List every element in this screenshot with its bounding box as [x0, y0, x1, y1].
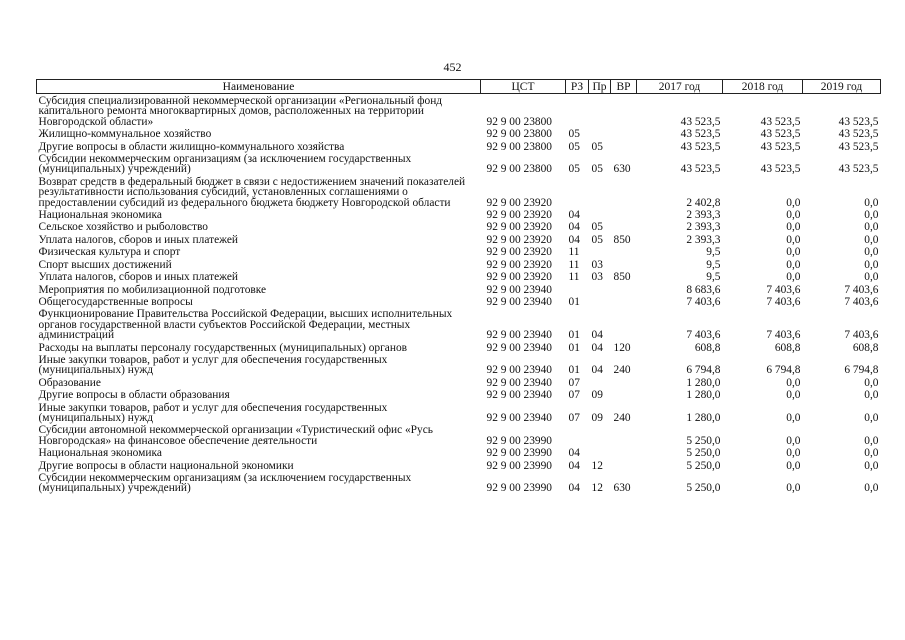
row-name: Сельское хозяйство и рыболовство [38, 221, 208, 234]
row-2018: 0,0 [786, 376, 801, 389]
row-2018: 0,0 [786, 258, 801, 271]
row-rz: 05 [568, 163, 580, 176]
row-pr: 04 [591, 364, 603, 377]
row-name: Субсидия специализированной некоммерческой организации «Региональный фонд капитального ремонта многоквартирных домов, расположенных на территории Новгородской области» [38, 95, 443, 128]
row-rz: 04 [568, 221, 580, 234]
row-2018: 0,0 [786, 411, 801, 424]
row-2017: 43 523,5 [680, 115, 721, 128]
row-rz: 01 [568, 364, 580, 377]
row-2018: 7 403,6 [766, 283, 801, 296]
row-rz: 07 [568, 389, 580, 402]
row-cst: 92 9 00 23920 [486, 246, 552, 259]
table-row [37, 401, 881, 424]
table-row [37, 220, 881, 232]
row-pr [589, 376, 611, 388]
row-name: Жилищно-коммунальное хозяйство [38, 128, 212, 141]
row-cst: 92 9 00 23940 [486, 341, 552, 354]
row-2019: 0,0 [864, 434, 879, 447]
table-row [37, 423, 881, 446]
row-2018: 0,0 [786, 389, 801, 402]
row-2019: 7 403,6 [844, 329, 879, 342]
table-row [37, 471, 881, 494]
row-2019: 0,0 [864, 258, 879, 271]
row-vr: 850 [613, 271, 631, 284]
row-2018: 608,8 [774, 341, 801, 354]
table-row [37, 94, 881, 128]
row-2019: 0,0 [864, 389, 879, 402]
row-2017: 9,5 [706, 258, 721, 271]
header-cst: ЦСТ [481, 80, 566, 94]
header-2018: 2018 год [723, 80, 803, 94]
row-pr: 05 [591, 163, 603, 176]
table-row [37, 283, 881, 295]
row-vr [611, 307, 637, 340]
row-pr: 04 [591, 341, 603, 354]
row-vr [611, 423, 637, 446]
row-rz: 04 [568, 459, 580, 472]
row-rz: 01 [568, 329, 580, 342]
row-2017: 5 250,0 [686, 447, 721, 460]
table-body [37, 94, 881, 494]
row-name: Уплата налогов, сборов и иных платежей [38, 271, 238, 284]
row-vr [611, 245, 637, 257]
row-name: Субсидии автономной некоммерческой организации «Туристический офис «Русь Новгородская» на финансовое обеспечение деятельности [38, 424, 433, 447]
row-cst: 92 9 00 23940 [486, 295, 552, 308]
row-vr [611, 208, 637, 220]
row-cst: 92 9 00 23940 [486, 364, 552, 377]
row-name: Национальная экономика [38, 447, 162, 460]
row-pr [589, 94, 611, 128]
row-name: Национальная экономика [38, 209, 162, 222]
row-rz: 11 [568, 258, 580, 271]
row-2018: 0,0 [786, 246, 801, 259]
row-2018: 43 523,5 [760, 115, 801, 128]
table-header-row [37, 80, 881, 94]
row-2017: 1 280,0 [686, 376, 721, 389]
row-vr [611, 220, 637, 232]
row-vr [611, 295, 637, 307]
table-row [37, 459, 881, 471]
table-row [37, 258, 881, 270]
row-pr [589, 446, 611, 458]
row-rz: 07 [568, 376, 580, 389]
table-row [37, 376, 881, 388]
row-pr: 09 [591, 411, 603, 424]
row-cst: 92 9 00 23800 [486, 128, 552, 141]
row-2019: 0,0 [864, 233, 879, 246]
row-2018: 43 523,5 [760, 140, 801, 153]
row-rz: 05 [568, 140, 580, 153]
row-rz: 04 [568, 447, 580, 460]
row-vr: 630 [613, 482, 631, 495]
row-rz [566, 175, 589, 208]
row-2019: 0,0 [864, 376, 879, 389]
row-2019: 0,0 [864, 459, 879, 472]
row-cst: 92 9 00 23940 [486, 389, 552, 402]
row-2019: 608,8 [852, 341, 879, 354]
table-row [37, 341, 881, 353]
row-2018: 0,0 [786, 233, 801, 246]
row-pr: 12 [591, 459, 603, 472]
row-2018: 0,0 [786, 459, 801, 472]
row-2017: 2 393,3 [686, 221, 721, 234]
row-vr [611, 94, 637, 128]
table-row [37, 295, 881, 307]
row-rz [566, 283, 589, 295]
row-cst: 92 9 00 23920 [486, 209, 552, 222]
row-2018: 7 403,6 [766, 295, 801, 308]
header-2019: 2019 год [803, 80, 881, 94]
row-name: Общегосударственные вопросы [38, 295, 193, 308]
row-pr: 05 [591, 221, 603, 234]
row-2019: 0,0 [864, 482, 879, 495]
row-pr [589, 127, 611, 139]
row-2019: 7 403,6 [844, 295, 879, 308]
row-rz: 04 [568, 209, 580, 222]
row-vr [611, 283, 637, 295]
row-2018: 0,0 [786, 447, 801, 460]
row-vr [611, 140, 637, 152]
row-pr [589, 245, 611, 257]
table-row [37, 152, 881, 175]
row-name: Мероприятия по мобилизационной подготовке [38, 283, 267, 296]
row-name: Расходы на выплаты персоналу государственных (муниципальных) органов [38, 341, 408, 354]
row-2019: 43 523,5 [838, 128, 879, 141]
row-cst: 92 9 00 23940 [486, 283, 552, 296]
row-2018: 43 523,5 [760, 128, 801, 141]
row-2017: 43 523,5 [680, 128, 721, 141]
row-2019: 0,0 [864, 411, 879, 424]
row-rz: 04 [568, 482, 580, 495]
row-cst: 92 9 00 23940 [486, 376, 552, 389]
row-2018: 0,0 [786, 196, 801, 209]
row-pr: 04 [591, 329, 603, 342]
row-2017: 2 402,8 [686, 196, 721, 209]
row-2017: 5 250,0 [686, 459, 721, 472]
row-vr [611, 446, 637, 458]
row-2017: 1 280,0 [686, 389, 721, 402]
row-pr [589, 295, 611, 307]
row-2018: 0,0 [786, 221, 801, 234]
row-cst: 92 9 00 23920 [486, 233, 552, 246]
row-vr: 240 [613, 411, 631, 424]
table-row [37, 208, 881, 220]
row-cst: 92 9 00 23920 [486, 258, 552, 271]
row-vr [611, 388, 637, 400]
row-2018: 0,0 [786, 271, 801, 284]
row-pr: 05 [591, 233, 603, 246]
row-name: Другие вопросы в области образования [38, 389, 230, 402]
table-row [37, 175, 881, 208]
table-row [37, 307, 881, 340]
header-pr: Пр [589, 80, 611, 94]
row-rz [566, 94, 589, 128]
table-row [37, 388, 881, 400]
row-2017: 5 250,0 [686, 434, 721, 447]
row-2017: 1 280,0 [686, 411, 721, 424]
row-2018: 7 403,6 [766, 329, 801, 342]
row-vr: 850 [613, 233, 631, 246]
row-name: Субсидии некоммерческим организациям (за исключением государственных (муниципальных) учреждений) [38, 153, 412, 176]
row-pr [589, 175, 611, 208]
row-cst: 92 9 00 23800 [486, 115, 552, 128]
header-vr: ВР [611, 80, 637, 94]
row-vr: 630 [613, 163, 631, 176]
row-rz [566, 423, 589, 446]
row-vr [611, 258, 637, 270]
row-2019: 0,0 [864, 221, 879, 234]
row-2019: 7 403,6 [844, 283, 879, 296]
row-name: Другие вопросы в области национальной экономики [38, 459, 294, 472]
row-rz: 11 [568, 246, 580, 259]
row-2018: 0,0 [786, 482, 801, 495]
row-vr [611, 459, 637, 471]
row-2019: 0,0 [864, 271, 879, 284]
row-2019: 0,0 [864, 196, 879, 209]
table-row [37, 270, 881, 282]
row-2018: 0,0 [786, 434, 801, 447]
table-row [37, 353, 881, 376]
row-cst: 92 9 00 23800 [486, 140, 552, 153]
row-name: Иные закупки товаров, работ и услуг для обеспечения государственных (муниципальных) нужд [38, 353, 388, 377]
page-number: 452 [443, 60, 462, 74]
row-2017: 5 250,0 [686, 482, 721, 495]
row-cst: 92 9 00 23990 [486, 447, 552, 460]
row-2019: 43 523,5 [838, 163, 879, 176]
row-name: Физическая культура и спорт [38, 246, 181, 259]
row-cst: 92 9 00 23940 [486, 329, 552, 342]
row-name: Субсидии некоммерческим организациям (за исключением государственных (муниципальных) учреждений) [38, 472, 412, 495]
row-cst: 92 9 00 23940 [486, 411, 552, 424]
table-row [37, 140, 881, 152]
row-pr [589, 283, 611, 295]
row-name: Спорт высших достижений [38, 258, 172, 271]
row-name: Функционирование Правительства Российской Федерации, высших исполнительных органов государственной власти субъектов Российской Федерации, местных администраций [38, 308, 453, 342]
row-rz: 07 [568, 411, 580, 424]
row-pr: 03 [591, 271, 603, 284]
row-2019: 0,0 [864, 209, 879, 222]
row-vr [611, 175, 637, 208]
row-name: Иные закупки товаров, работ и услуг для обеспечения государственных (муниципальных) нужд [38, 401, 388, 424]
row-rz: 04 [568, 233, 580, 246]
row-rz: 01 [568, 295, 580, 308]
header-rz: РЗ [566, 80, 589, 94]
row-name: Другие вопросы в области жилищно-коммунального хозяйства [38, 140, 345, 153]
row-2018: 43 523,5 [760, 163, 801, 176]
row-2019: 0,0 [864, 246, 879, 259]
table-row [37, 446, 881, 458]
row-cst: 92 9 00 23990 [486, 434, 552, 447]
row-2019: 43 523,5 [838, 140, 879, 153]
table-row [37, 233, 881, 245]
table-row [37, 245, 881, 257]
row-2017: 2 393,3 [686, 209, 721, 222]
row-2019: 43 523,5 [838, 115, 879, 128]
row-name: Уплата налогов, сборов и иных платежей [38, 233, 238, 246]
row-pr: 09 [591, 389, 603, 402]
row-name: Возврат средств в федеральный бюджет в связи с недостижением значений показателей результативности использования субсидий, установленных соглашениями о предоставлении субсидий из федерального бюджета бюджету Новгородской области [38, 175, 466, 209]
row-cst: 92 9 00 23920 [486, 196, 552, 209]
row-2017: 608,8 [694, 341, 721, 354]
budget-table [36, 79, 881, 494]
row-rz: 01 [568, 341, 580, 354]
row-cst: 92 9 00 23990 [486, 482, 552, 495]
row-2018: 0,0 [786, 209, 801, 222]
header-2017: 2017 год [637, 80, 723, 94]
row-pr [589, 423, 611, 446]
row-vr: 120 [613, 341, 631, 354]
row-pr: 03 [591, 258, 603, 271]
row-vr [611, 127, 637, 139]
row-2017: 8 683,6 [686, 283, 721, 296]
row-pr [589, 208, 611, 220]
row-2019: 6 794,8 [844, 364, 879, 377]
row-pr: 05 [591, 140, 603, 153]
row-name: Образование [38, 376, 101, 389]
row-2017: 43 523,5 [680, 140, 721, 153]
row-2018: 6 794,8 [766, 364, 801, 377]
row-2017: 6 794,8 [686, 364, 721, 377]
row-vr: 240 [613, 364, 631, 377]
row-2017: 2 393,3 [686, 233, 721, 246]
row-cst: 92 9 00 23990 [486, 459, 552, 472]
row-cst: 92 9 00 23800 [486, 163, 552, 176]
table-row [37, 127, 881, 139]
row-2017: 43 523,5 [680, 163, 721, 176]
row-pr: 12 [591, 482, 603, 495]
row-2017: 9,5 [706, 246, 721, 259]
header-name: Наименование [37, 80, 481, 94]
row-rz: 11 [568, 271, 580, 284]
row-rz: 05 [568, 128, 580, 141]
row-2017: 7 403,6 [686, 329, 721, 342]
row-2017: 9,5 [706, 271, 721, 284]
row-cst: 92 9 00 23920 [486, 271, 552, 284]
row-2017: 7 403,6 [686, 295, 721, 308]
row-cst: 92 9 00 23920 [486, 221, 552, 234]
row-2019: 0,0 [864, 447, 879, 460]
row-vr [611, 376, 637, 388]
